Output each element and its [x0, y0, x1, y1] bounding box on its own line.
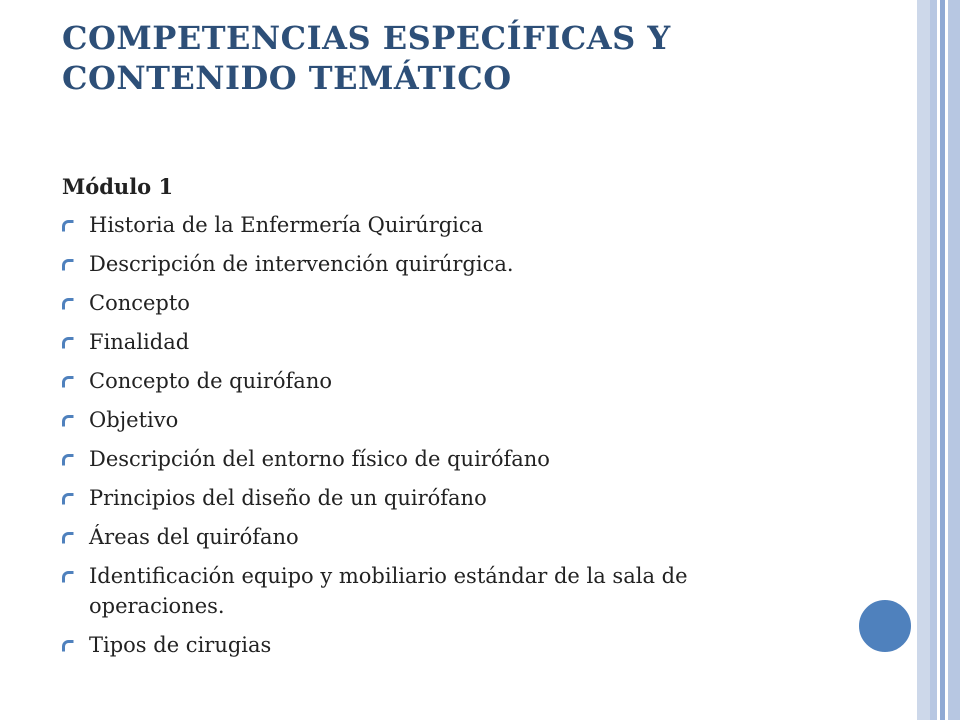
slide-title-line-2: CONTENIDO TEMÁTICO: [62, 59, 512, 97]
bullet-icon: [62, 454, 75, 467]
bullet-icon: [62, 376, 75, 389]
list-item: [62, 561, 822, 621]
list-item-text: Historia de la Enfermería Quirúrgica: [89, 213, 484, 237]
slide-content: [62, 172, 822, 669]
list-item: [62, 405, 822, 435]
list-item: [62, 483, 822, 513]
bullet-icon: [62, 532, 75, 545]
list-item: [62, 522, 822, 552]
decorative-circle: [856, 597, 914, 655]
side-bar: [917, 0, 930, 720]
topic-list: [62, 210, 822, 660]
slide-title-line-1: COMPETENCIAS ESPECÍFICAS Y: [62, 19, 671, 57]
bullet-icon: [62, 493, 75, 506]
side-bar: [948, 0, 960, 720]
list-item-text: Finalidad: [89, 330, 190, 354]
list-item-text: Descripción de intervención quirúrgica.: [89, 252, 514, 276]
bullet-icon: [62, 220, 75, 233]
side-bar: [940, 0, 945, 720]
bullet-icon: [62, 337, 75, 350]
bullet-icon: [62, 640, 75, 653]
list-item-text: Descripción del entorno físico de quirófano: [89, 447, 550, 471]
list-item-text: Principios del diseño de un quirófano: [89, 486, 487, 510]
list-item-text: Concepto: [89, 291, 190, 315]
side-bar: [930, 0, 937, 720]
list-item: [62, 327, 822, 357]
list-item: [62, 288, 822, 318]
list-item: [62, 366, 822, 396]
list-item-text: Identificación equipo y mobiliario estándar de la sala de operaciones.: [89, 564, 688, 618]
list-item: [62, 249, 822, 279]
bullet-icon: [62, 259, 75, 272]
list-item-text: Objetivo: [89, 408, 179, 432]
bullet-icon: [62, 571, 75, 584]
list-item-text: Áreas del quirófano: [89, 525, 299, 549]
slide-title: [62, 18, 862, 98]
decorative-side-bars: [915, 0, 960, 720]
list-item: [62, 444, 822, 474]
list-item-text: Concepto de quirófano: [89, 369, 332, 393]
module-heading: Módulo 1: [62, 174, 174, 199]
bullet-icon: [62, 298, 75, 311]
bullet-icon: [62, 415, 75, 428]
list-item: [62, 210, 822, 240]
list-item: [62, 630, 822, 660]
list-item-text: Tipos de cirugias: [89, 633, 272, 657]
